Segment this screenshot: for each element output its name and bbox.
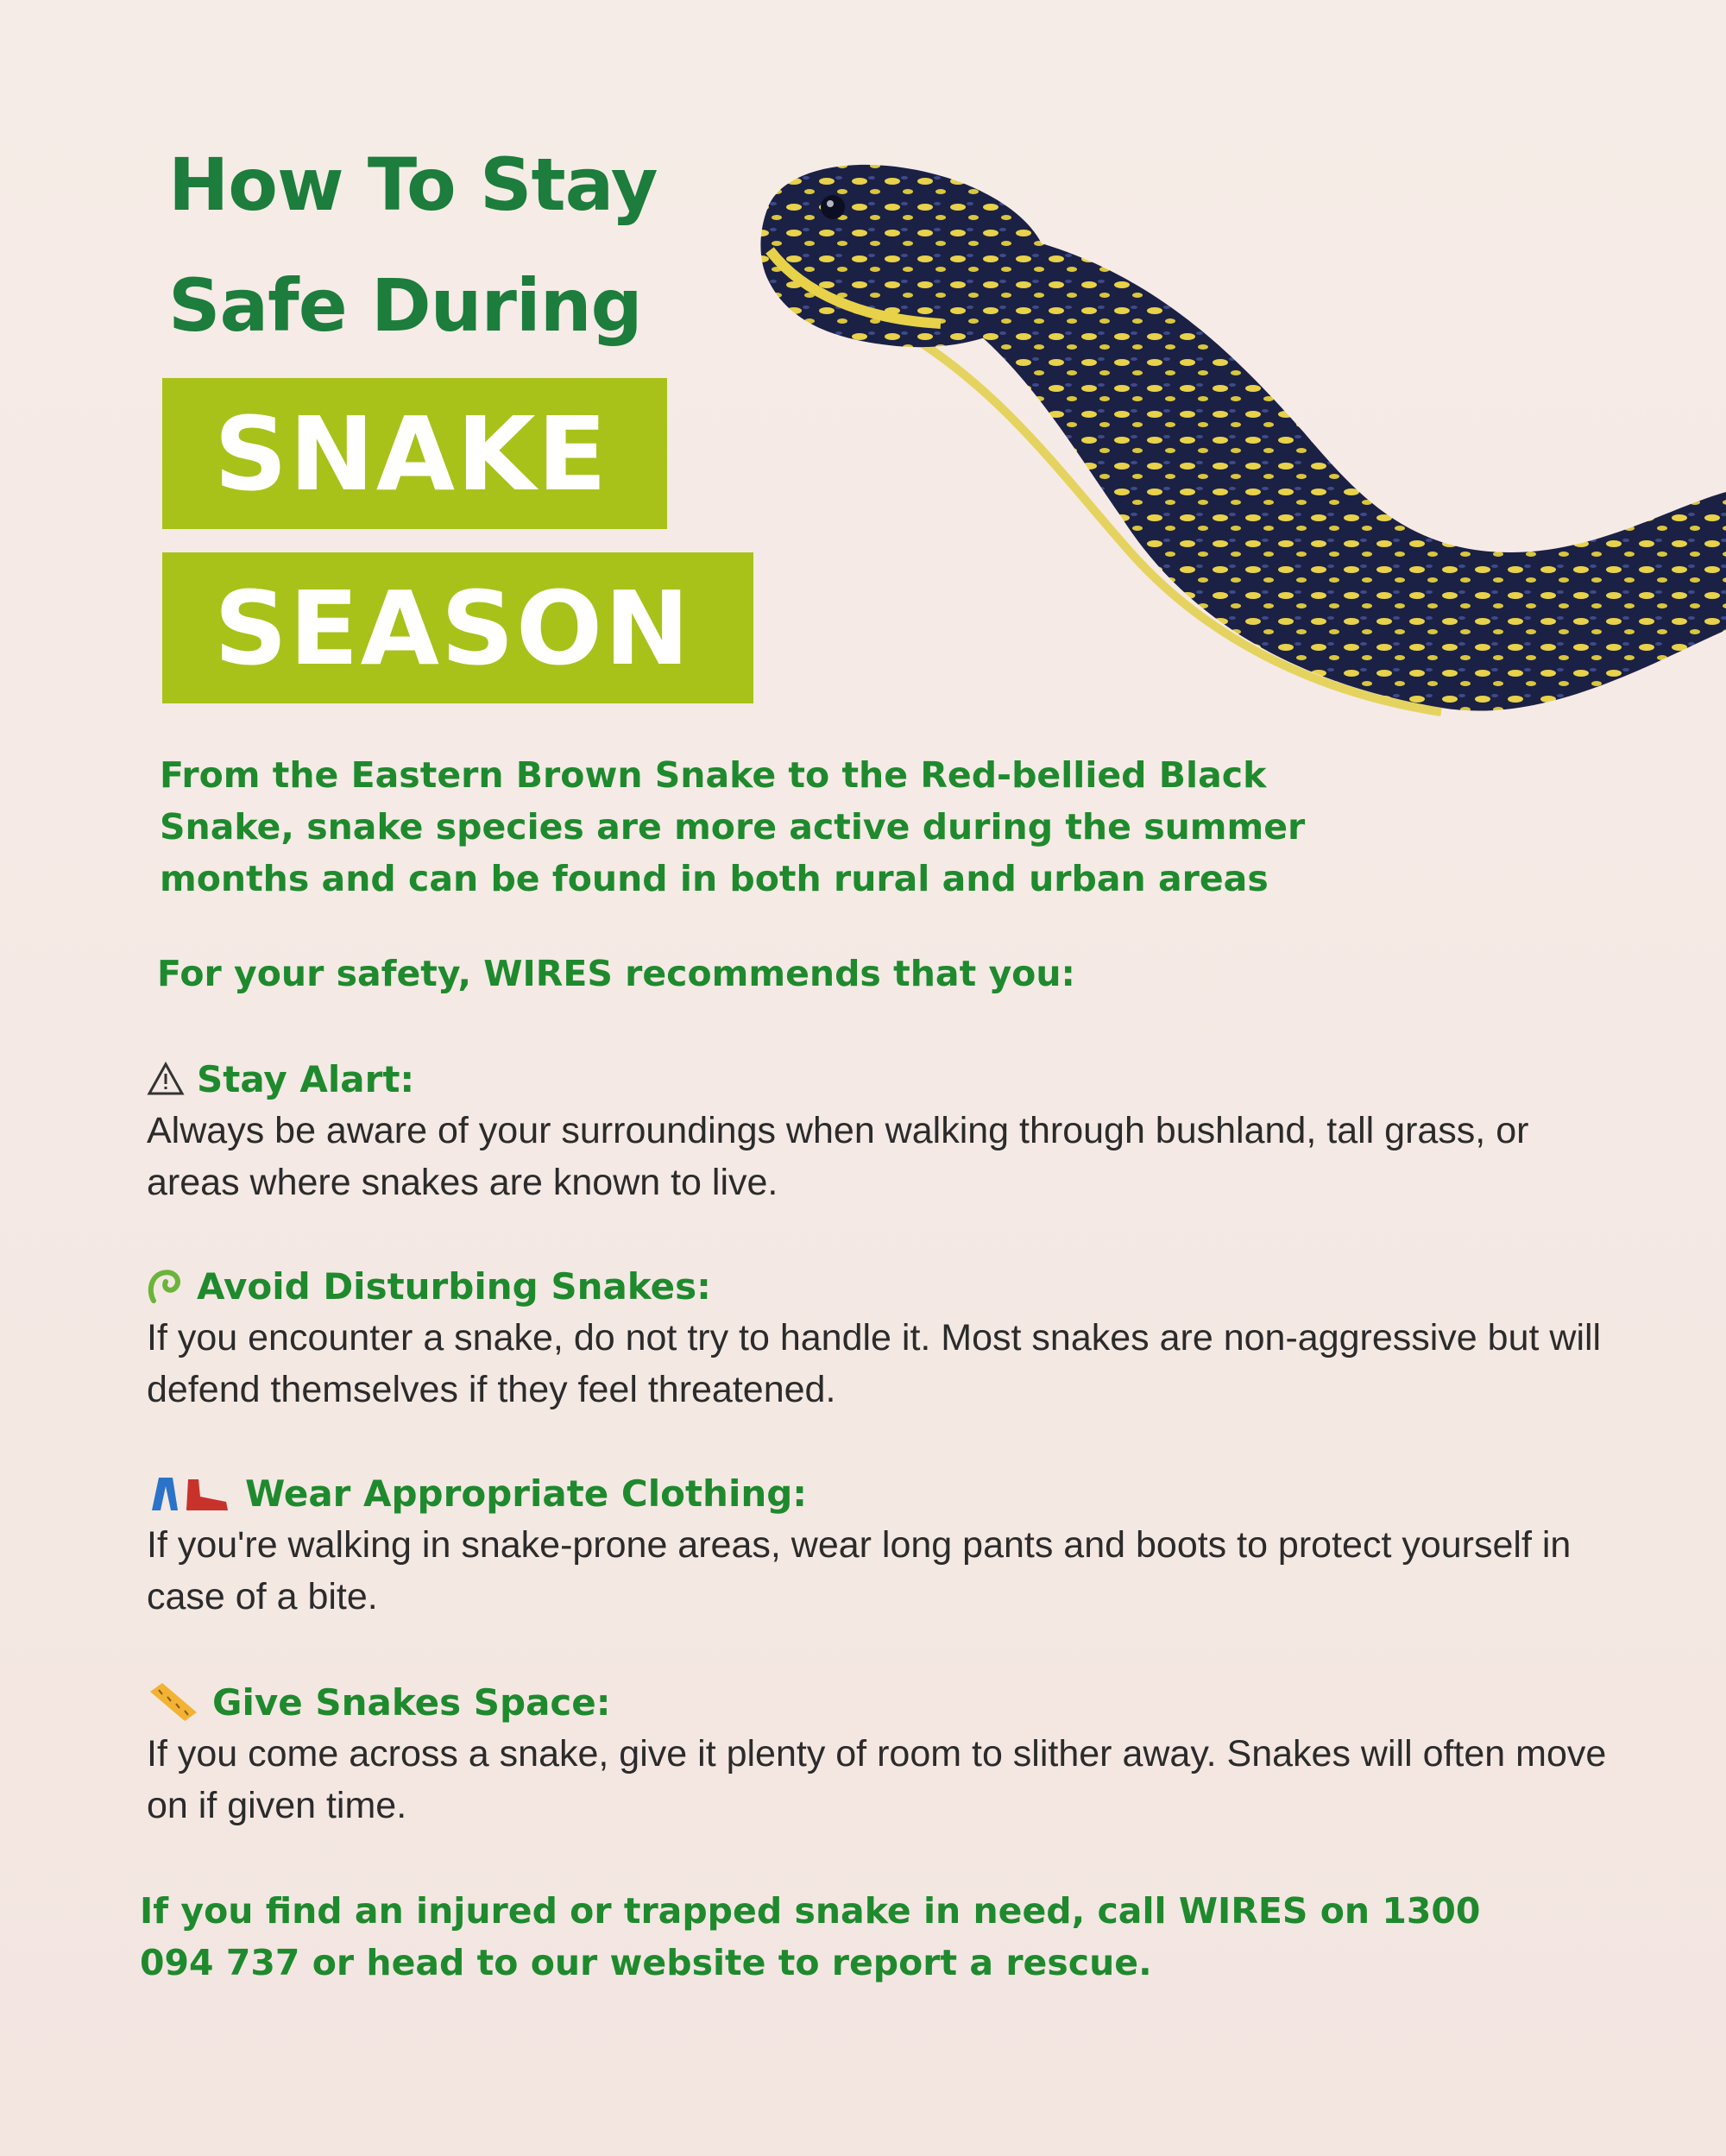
intro-text: From the Eastern Brown Snake to the Red-bellied Black Snake, snake species are more active during the summer months and can be found in both rural and urban areas	[160, 754, 1306, 899]
tip-body: Always be aware of your surroundings when walking through bushland, tall grass, or areas where snakes are known to live.	[147, 1110, 1529, 1203]
tip-title: Avoid Disturbing Snakes:	[197, 1264, 711, 1308]
tip-body: If you come across a snake, give it plenty of room to slither away. Snakes will often move on if given time.	[147, 1733, 1607, 1826]
recommend-text: For your safety, WIRES recommends that you:	[157, 953, 1075, 994]
season-banner	[162, 552, 753, 703]
tip-title: Give Snakes Space:	[212, 1680, 611, 1724]
tip-heading	[147, 1260, 1614, 1312]
warning-icon	[147, 1062, 185, 1096]
snake-image	[751, 147, 1726, 803]
tip-wear-clothing	[147, 1467, 1614, 1623]
tip-body: If you encounter a snake, do not try to handle it. Most snakes are non-aggressive but will defend themselves if they feel threatened.	[147, 1317, 1602, 1410]
pants-boots-icon	[147, 1474, 233, 1512]
page-title-line1: How To Stay	[168, 142, 658, 227]
page-title-line2: Safe During	[168, 263, 642, 348]
tip-heading	[147, 1467, 1614, 1519]
tip-stay-alert	[147, 1053, 1614, 1208]
tip-heading	[147, 1053, 1614, 1105]
tip-title: Stay Alart:	[197, 1057, 415, 1100]
snake-banner	[162, 378, 667, 529]
ruler-icon	[147, 1681, 200, 1723]
footer-call-to-action: If you find an injured or trapped snake in need, call WIRES on 1300 094 737 or head to our website to report a rescue.	[140, 1890, 1481, 1983]
tip-body: If you're walking in snake-prone areas, wear long pants and boots to protect yourself in case of a bite.	[147, 1524, 1572, 1617]
tip-avoid-disturbing	[147, 1260, 1614, 1415]
season-banner-text: SEASON	[214, 568, 691, 688]
tip-title: Wear Appropriate Clothing:	[245, 1472, 808, 1515]
snake-icon	[147, 1268, 185, 1304]
tip-heading	[147, 1676, 1614, 1728]
tip-give-space	[147, 1676, 1614, 1831]
snake-banner-text: SNAKE	[214, 394, 609, 514]
